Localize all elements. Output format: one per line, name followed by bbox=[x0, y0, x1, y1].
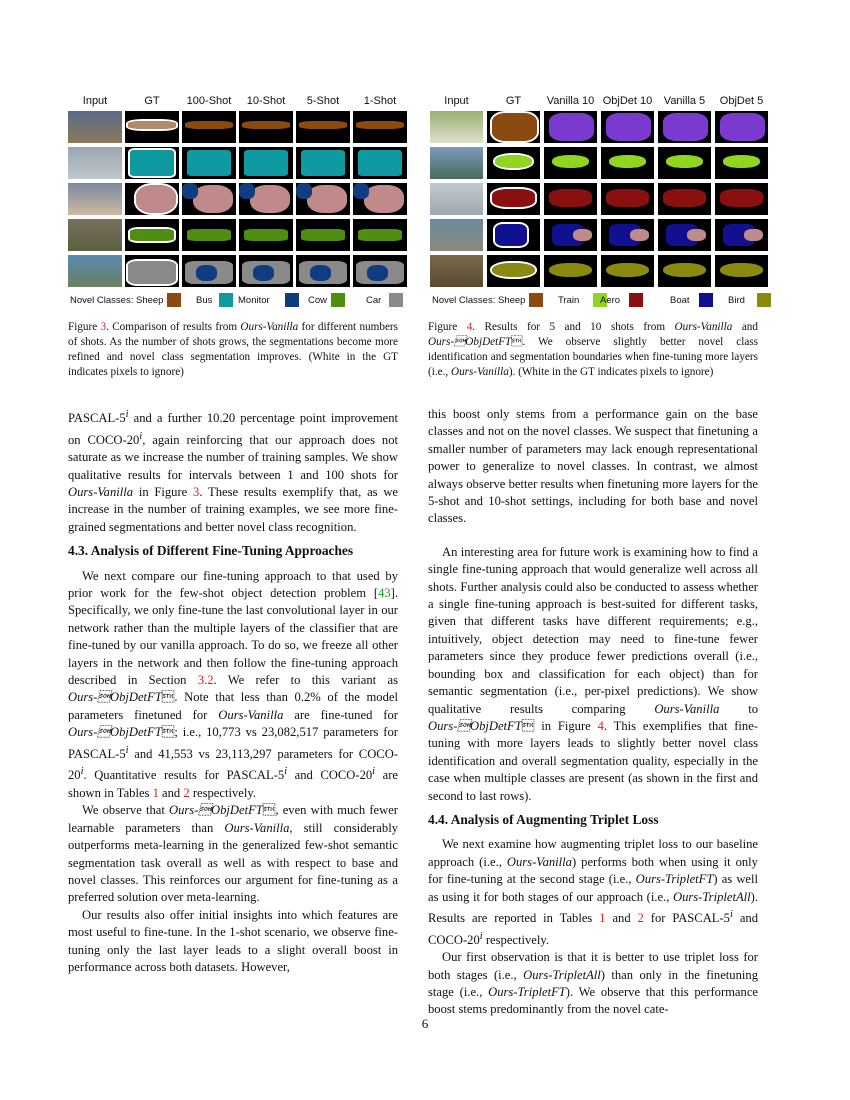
fig3-segment-r1-c3 bbox=[185, 121, 234, 129]
fig3-cell-r2-c2 bbox=[125, 147, 179, 179]
fig3-segment-r2-c2 bbox=[130, 150, 173, 176]
fig4-cell-r3-c1 bbox=[430, 183, 483, 215]
fig4-cell-r3-c2 bbox=[487, 183, 540, 215]
fig4-segment-r1-c2 bbox=[492, 113, 537, 142]
fig4-cell-r5-c6 bbox=[715, 255, 768, 287]
fig4-segment-r3-c2 bbox=[492, 189, 534, 207]
fig3-cell-r2-c6 bbox=[353, 147, 407, 179]
fig3-segment2-r3-c5 bbox=[296, 183, 312, 199]
fig3-cell-r5-c6 bbox=[353, 255, 407, 287]
fig3-segment2-r5-c5 bbox=[310, 265, 332, 281]
fig3-cell-r2-c3 bbox=[182, 147, 236, 179]
fig4-cell-r2-c2 bbox=[487, 147, 540, 179]
fig4-segment-r3-c4 bbox=[606, 189, 648, 207]
fig3-cell-r5-c2 bbox=[125, 255, 179, 287]
fig4-legend-title: Novel Classes: bbox=[432, 295, 496, 306]
fig4-legend-label-1: Train bbox=[558, 295, 580, 306]
fig4-cell-r4-c6 bbox=[715, 219, 768, 251]
fig3-cell-r4-c3 bbox=[182, 219, 236, 251]
fig4-segment-r5-c6 bbox=[720, 263, 762, 277]
fig4-cell-r3-c6 bbox=[715, 183, 768, 215]
figure-3-caption: Figure 3. Comparison of results from Ours-Vanilla for different numbers of shots. As the number of shots grows, the segmentations become more refined and novel class segmentation improves. (White in the GT indicates pixels to ignore) bbox=[68, 321, 398, 378]
fig4-cell-r1-c4 bbox=[601, 111, 654, 143]
fig3-legend-title: Novel Classes: bbox=[70, 295, 134, 306]
right-paragraph-2: An interesting area for future work is examining how to find a single fine-tuning approach that would generalize well across all shots. Further analysis could also be conducted to assess whether a single fine-tuning approach is best-suited for different tasks, given that different tasks have different requirements; e.g., intuitively, object detection may need to fine-tune fewer parameters since they produce fewer predictions overall (i.e., bounding box and classification for each object) than for semantic segmentation (i.e., per-pixel predictions). We show qualitative results comparing Ours-Vanilla to Ours-ObjDetFT in Figure 4. This exemplifies that fine-tuning with more layers leads to slightly better novel class identification and overall segmentation quality, especially in the case when multiple classes are present (as shown in the first and second to last rows). bbox=[428, 544, 759, 803]
fig4-cell-r4-c4 bbox=[601, 219, 654, 251]
fig3-legend-label-4: Car bbox=[366, 295, 382, 306]
fig3-segment2-r5-c6 bbox=[367, 265, 389, 281]
fig3-segment-r1-c2 bbox=[128, 121, 177, 129]
fig4-cell-r5-c2 bbox=[487, 255, 540, 287]
fig3-cell-r3-c2 bbox=[125, 183, 179, 215]
fig4-legend-label-4: Bird bbox=[728, 295, 745, 306]
fig4-segment-r2-c3 bbox=[552, 155, 589, 168]
fig3-cell-r4-c2 bbox=[125, 219, 179, 251]
fig4-legend-swatch-0 bbox=[529, 293, 543, 307]
fig3-cell-r2-c4 bbox=[239, 147, 293, 179]
fig3-cell-r1-c5 bbox=[296, 111, 350, 143]
fig4-segment-r1-c4 bbox=[606, 113, 651, 142]
fig3-cell-r3-c6 bbox=[353, 183, 407, 215]
left-paragraph-1: PASCAL-5$^i$ and a further 10.20 percentage point improvement on COCO-20$^i$, again reinforcing that our approach does not saturate as we increase the number of training samples. We show qualitative results for intervals between 1 and 100 shots for Ours-Vanilla in Figure 3. These results exemplify that, as we increase in the number of training examples, we see more fine-grained segmentations and better novel class recognition. bbox=[68, 409, 399, 534]
fig3-cell-r3-c3 bbox=[182, 183, 236, 215]
fig4-legend-label-2: Aero bbox=[600, 295, 621, 306]
fig4-segment-r2-c6 bbox=[723, 155, 760, 168]
fig3-legend-swatch-0 bbox=[167, 293, 181, 307]
fig4-segment-r5-c4 bbox=[606, 263, 648, 277]
fig3-header-0: Input bbox=[82, 95, 108, 107]
fig3-header-3: 10-Shot bbox=[246, 95, 286, 107]
fig4-cell-r4-c1 bbox=[430, 219, 483, 251]
fig4-segment2-r4-c6 bbox=[744, 229, 763, 242]
figure-4-caption: Figure 4. Results for 5 and 10 shots from Ours-Vanilla and Ours-ObjDetFT. We observe slightly better novel class identification and segmentation boundaries when fine-tuning more layers (i.e., Ours-Vanilla). (White in the GT indicates pixels to ignore) bbox=[428, 321, 758, 378]
fig3-segment-r4-c2 bbox=[130, 229, 173, 242]
fig3-cell-r1-c1 bbox=[68, 111, 122, 143]
fig4-segment2-r4-c3 bbox=[573, 229, 592, 242]
fig4-header-2: Vanilla 10 bbox=[546, 95, 595, 107]
fig4-cell-r2-c6 bbox=[715, 147, 768, 179]
fig3-header-4: 5-Shot bbox=[306, 95, 340, 107]
fig3-legend-swatch-2 bbox=[285, 293, 299, 307]
fig3-cell-r4-c6 bbox=[353, 219, 407, 251]
fig3-segment-r4-c6 bbox=[358, 229, 401, 242]
fig4-cell-r1-c2 bbox=[487, 111, 540, 143]
fig4-segment-r1-c6 bbox=[720, 113, 765, 142]
fig4-cell-r2-c4 bbox=[601, 147, 654, 179]
section-4-3-heading: 4.3. Analysis of Different Fine-Tuning Approaches bbox=[68, 543, 354, 559]
fig4-segment-r3-c3 bbox=[549, 189, 591, 207]
fig3-header-2: 100-Shot bbox=[186, 95, 232, 107]
right-paragraph-4: Our first observation is that it is better to use triplet loss for both stages (i.e., Ours-TripletAll) than only in the finetuning stage (i.e., Ours-TripletFT). We observe that this performance boost stems predominantly from the novel cate- bbox=[428, 950, 758, 1017]
fig3-segment2-r3-c6 bbox=[353, 183, 369, 199]
fig3-header-5: 1-Shot bbox=[363, 95, 397, 107]
right-paragraph-1: this boost only stems from a performance gain on the base classes and not on the novel classes. We suspect that finetuning a smaller number of parameters may lack enough representational power to generalize to novel classes. In contrast, we almost always observe better results when finetuning more layers for the 5-shot and 10-shot settings, including for both base and novel classes. bbox=[428, 407, 758, 526]
fig3-segment-r1-c5 bbox=[299, 121, 348, 129]
fig4-cell-r1-c6 bbox=[715, 111, 768, 143]
fig4-cell-r5-c5 bbox=[658, 255, 711, 287]
figure-3 bbox=[68, 95, 408, 315]
fig3-cell-r3-c4 bbox=[239, 183, 293, 215]
fig3-cell-r2-c1 bbox=[68, 147, 122, 179]
fig3-segment-r3-c2 bbox=[136, 185, 177, 214]
fig4-segment-r3-c5 bbox=[663, 189, 705, 207]
right-column bbox=[428, 406, 758, 1019]
fig3-cell-r3-c5 bbox=[296, 183, 350, 215]
fig4-segment-r3-c6 bbox=[720, 189, 762, 207]
fig3-legend-swatch-4 bbox=[389, 293, 403, 307]
fig3-segment-r2-c5 bbox=[301, 150, 344, 176]
fig3-legend-label-2: Monitor bbox=[238, 295, 270, 306]
left-column bbox=[68, 406, 398, 976]
fig3-segment-r5-c2 bbox=[128, 261, 177, 283]
fig4-cell-r1-c3 bbox=[544, 111, 597, 143]
section-4-4-heading: 4.4. Analysis of Augmenting Triplet Loss bbox=[428, 811, 659, 827]
fig4-segment-r2-c5 bbox=[666, 155, 703, 168]
fig4-segment-r2-c4 bbox=[609, 155, 646, 168]
fig4-cell-r5-c4 bbox=[601, 255, 654, 287]
fig3-segment-r4-c3 bbox=[187, 229, 230, 242]
fig4-cell-r1-c1 bbox=[430, 111, 483, 143]
fig3-segment2-r3-c3 bbox=[182, 183, 198, 199]
fig3-cell-r4-c5 bbox=[296, 219, 350, 251]
fig4-cell-r4-c5 bbox=[658, 219, 711, 251]
fig4-cell-r5-c3 bbox=[544, 255, 597, 287]
fig3-legend-label-1: Bus bbox=[196, 295, 213, 306]
fig3-cell-r5-c1 bbox=[68, 255, 122, 287]
fig3-cell-r5-c3 bbox=[182, 255, 236, 287]
fig4-header-3: ObjDet 10 bbox=[602, 95, 653, 107]
fig4-legend-swatch-2 bbox=[629, 293, 643, 307]
fig3-segment2-r5-c3 bbox=[196, 265, 218, 281]
fig4-cell-r2-c5 bbox=[658, 147, 711, 179]
fig4-cell-r3-c4 bbox=[601, 183, 654, 215]
fig3-legend-swatch-3 bbox=[331, 293, 345, 307]
fig3-segment-r2-c6 bbox=[358, 150, 401, 176]
fig4-header-4: Vanilla 5 bbox=[663, 95, 706, 107]
figure-4 bbox=[430, 95, 770, 315]
fig4-legend-swatch-4 bbox=[757, 293, 771, 307]
fig3-cell-r1-c3 bbox=[182, 111, 236, 143]
page-number: 6 bbox=[421, 1016, 429, 1031]
fig4-cell-r2-c1 bbox=[430, 147, 483, 179]
fig4-cell-r3-c3 bbox=[544, 183, 597, 215]
fig4-legend-label-3: Boat bbox=[670, 295, 690, 306]
left-paragraph-3: We observe that Ours-ObjDetFT, even with much fewer learnable parameters than Ours-Vanilla, still considerably outperforms meta-learning in the generalized few-shot semantic segmentation task overall as well as with respect to base and novel classes. This reinforces our argument for fine-tuning as a preferred solution over meta-learning. bbox=[68, 803, 398, 905]
fig4-cell-r4-c3 bbox=[544, 219, 597, 251]
fig3-segment-r3-c5 bbox=[307, 185, 348, 214]
fig4-segment2-r4-c4 bbox=[630, 229, 649, 242]
fig3-header-1: GT bbox=[144, 95, 160, 107]
fig3-segment-r3-c6 bbox=[364, 185, 405, 214]
right-paragraph-3: We next examine how augmenting triplet loss to our baseline approach (i.e., Ours-Vanilla) performs both when using it only for fine-tuning at the second stage (i.e., Ours-TripletFT) as well as using it for both stages of our approach (i.e., Ours-TripletAll). Results are reported in Tables 1 and 2 for PASCAL-5$^i$ and COCO-20$^i$ respectively. bbox=[428, 837, 759, 947]
fig4-segment-r1-c5 bbox=[663, 113, 708, 142]
fig4-cell-r4-c2 bbox=[487, 219, 540, 251]
fig3-legend-label-3: Cow bbox=[308, 295, 328, 306]
fig4-header-5: ObjDet 5 bbox=[719, 95, 764, 107]
fig3-segment2-r5-c4 bbox=[253, 265, 275, 281]
fig3-cell-r5-c5 bbox=[296, 255, 350, 287]
fig3-cell-r1-c2 bbox=[125, 111, 179, 143]
fig3-segment-r2-c4 bbox=[244, 150, 287, 176]
fig4-segment-r1-c3 bbox=[549, 113, 594, 142]
fig3-cell-r4-c1 bbox=[68, 219, 122, 251]
fig4-segment-r5-c2 bbox=[492, 263, 534, 277]
fig3-cell-r5-c4 bbox=[239, 255, 293, 287]
fig4-segment-r5-c3 bbox=[549, 263, 591, 277]
fig3-legend-swatch-1 bbox=[219, 293, 233, 307]
fig3-segment-r3-c4 bbox=[250, 185, 291, 214]
fig4-cell-r1-c5 bbox=[658, 111, 711, 143]
fig4-cell-r3-c5 bbox=[658, 183, 711, 215]
fig4-segment2-r4-c5 bbox=[687, 229, 706, 242]
fig3-segment-r4-c5 bbox=[301, 229, 344, 242]
fig4-cell-r5-c1 bbox=[430, 255, 483, 287]
fig3-cell-r4-c4 bbox=[239, 219, 293, 251]
fig4-legend-swatch-3 bbox=[699, 293, 713, 307]
fig3-segment2-r3-c4 bbox=[239, 183, 255, 199]
fig4-segment-r2-c2 bbox=[495, 155, 532, 168]
fig4-segment-r4-c2 bbox=[495, 224, 527, 246]
fig3-segment-r3-c3 bbox=[193, 185, 234, 214]
fig4-header-0: Input bbox=[444, 95, 469, 107]
left-paragraph-4: Our results also offer initial insights into which features are most useful to fine-tune. In the 1-shot scenario, we observe fine-tuning only the last layer leads to a slight overall boost in performance across both datasets. However, bbox=[68, 907, 398, 974]
fig3-segment-r1-c6 bbox=[356, 121, 405, 129]
fig4-cell-r2-c3 bbox=[544, 147, 597, 179]
fig4-header-1: GT bbox=[505, 95, 522, 107]
fig4-legend-label-0: Sheep bbox=[498, 295, 526, 306]
fig3-cell-r1-c6 bbox=[353, 111, 407, 143]
fig4-segment-r5-c5 bbox=[663, 263, 705, 277]
fig3-cell-r3-c1 bbox=[68, 183, 122, 215]
fig3-legend-label-0: Sheep bbox=[136, 295, 164, 306]
left-paragraph-2: We next compare our fine-tuning approach to that used by prior work for the few-shot object detection problem [43]. Specifically, we only fine-tune the last convolutional layer in our network rather than the multiple layers of the classifier that are fine-tuned by our vanilla approach. To do so, we freeze all other layers in the network and then follow the fine-tuning approach described in Section 3.2. We refer to this variant as Ours-ObjDetFT. Note that less than 0.2% of the model parameters finetuned for Ours-Vanilla are fine-tuned for Ours-ObjDetFT; i.e., 10,773 vs 23,082,517 parameters for PASCAL-5$^i$ and 41,553 vs 23,113,297 parameters for COCO-20$^i$. Quantitative results for PASCAL-5$^i$ and COCO-20$^i$ are shown in Tables 1 and 2 respectively. bbox=[68, 568, 398, 800]
fig3-segment-r1-c4 bbox=[242, 121, 291, 129]
fig3-cell-r1-c4 bbox=[239, 111, 293, 143]
fig3-cell-r2-c5 bbox=[296, 147, 350, 179]
fig3-segment-r2-c3 bbox=[187, 150, 230, 176]
fig3-segment-r4-c4 bbox=[244, 229, 287, 242]
